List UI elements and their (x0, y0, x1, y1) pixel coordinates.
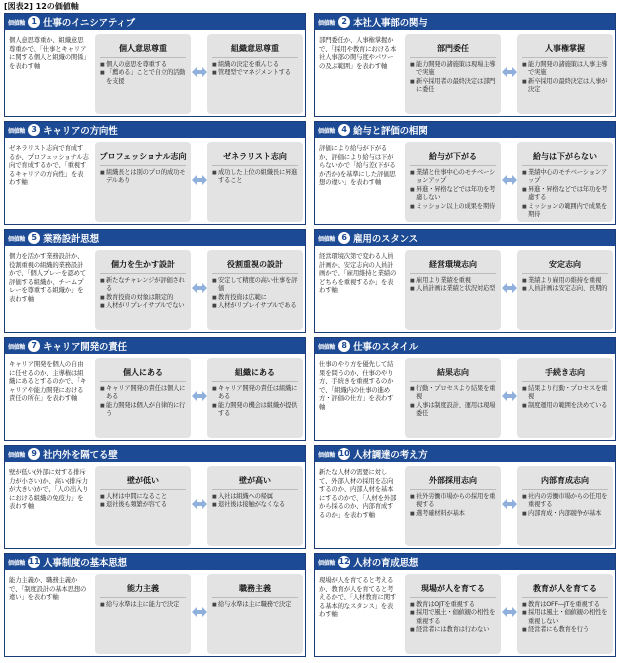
left-bullet-item: ■ 新卒採用者の最終決定は部門に委任 (410, 78, 498, 95)
panel-header (5, 230, 305, 246)
double-arrow-icon (192, 174, 207, 186)
right-value-heading: 人事権掌握 (545, 44, 585, 53)
double-arrow-icon (502, 66, 517, 78)
left-value-heading: 壁が低い (127, 476, 159, 485)
left-value-box (95, 250, 191, 330)
panel-header (315, 554, 615, 570)
right-bullet-list (212, 493, 300, 510)
value-axis-tag: 価値軸 (8, 343, 26, 351)
double-arrow-icon (502, 498, 517, 510)
right-value-heading: ゼネラリスト志向 (223, 152, 287, 161)
panel-header (5, 122, 305, 138)
divider (212, 489, 298, 490)
right-bullet-item: ■ 管理型でマネジメントする (212, 69, 300, 77)
right-bullet-item: ■ 給与水準は主に職務で決定 (212, 601, 300, 609)
panel-description: 評価により給与が下がるか、評価により給与は下がらないかで「給与差(下がるか否か)を基準にした評価思想の違い」を表わす軸 (319, 144, 396, 187)
right-value-heading: 安定志向 (549, 260, 581, 269)
divider (212, 381, 298, 382)
panel-title: キャリア開発の責任 (43, 342, 127, 353)
value-axis-tag: 価値軸 (8, 451, 26, 459)
left-bullet-item: ■ 昇進・昇格などでは年功を考慮しない (410, 186, 498, 203)
left-bullet-list (100, 601, 188, 609)
divider (410, 57, 496, 58)
panel-title: 人事制度の基本思想 (43, 558, 127, 569)
divider (100, 381, 186, 382)
left-bullet-list (100, 277, 188, 311)
double-arrow-icon (502, 282, 517, 294)
panel-number-badge: 5 (28, 232, 40, 244)
left-value-box (405, 142, 501, 222)
value-axis-panel (4, 121, 306, 225)
value-axis-panel (4, 13, 306, 117)
value-axis-panel (4, 445, 306, 549)
left-bullet-item: ■ 退社後も頻繁が容てる (100, 501, 188, 509)
value-axis-tag: 価値軸 (318, 235, 336, 243)
divider (522, 381, 608, 382)
panel-description: 壁が低い(外部に対する排斥力が小さい)か、高い(排斥力が大きい)かで、「人の出入りにおける組織の免疫力」を表わす軸 (9, 468, 89, 511)
panel-description: 能力主義か、職務主義かで、「制度設計の基本思想の違い」を表わす軸 (9, 576, 87, 602)
left-value-heading: 外部採用志向 (429, 476, 477, 485)
left-value-box (405, 574, 501, 654)
left-bullet-list (100, 169, 188, 186)
left-value-box (95, 358, 191, 438)
right-bullet-list (522, 601, 610, 635)
left-bullet-item: ■ 行動・プロセスより結果を重視 (410, 385, 498, 402)
right-bullet-item: ■ 業績中心のモチベーションアップ (522, 169, 610, 186)
panel-title: 人材調達の考え方 (353, 450, 428, 461)
panel-title: 業務設計思想 (43, 234, 99, 245)
right-bullet-item: ■ ミッションの範囲内で成果を期待 (522, 203, 610, 220)
panel-number-badge: 6 (338, 232, 350, 244)
panel-number-badge: 12 (338, 557, 350, 566)
value-axis-tag: 価値軸 (318, 343, 336, 351)
value-axis-grid (4, 13, 618, 661)
panel-number-badge: 8 (338, 340, 350, 352)
right-bullet-list (522, 277, 610, 294)
left-value-box (405, 250, 501, 330)
right-bullet-list (212, 601, 300, 609)
panel-header (315, 446, 615, 462)
left-bullet-item: ■ 能力開発は個人が自律的に行う (100, 402, 188, 419)
double-arrow-icon (192, 282, 207, 294)
left-value-heading: 部門委任 (437, 44, 469, 53)
right-bullet-item: ■ キャリア開発の責任は組織にある (212, 385, 300, 402)
value-axis-panel (314, 337, 616, 441)
right-value-box (517, 358, 613, 438)
left-bullet-item: ■ 採用で風土・価値観の相性を重視する (410, 609, 498, 626)
left-bullet-list (100, 493, 188, 510)
value-axis-tag: 価値軸 (318, 19, 336, 27)
right-value-heading: 教育が人を育てる (533, 584, 597, 593)
panel-header (5, 14, 305, 30)
right-value-box (517, 34, 613, 114)
left-bullet-list (410, 385, 498, 419)
right-value-box (207, 34, 303, 114)
double-arrow-icon (192, 390, 207, 402)
divider (212, 597, 298, 598)
right-bullet-item: ■ 新卒採用の最終決定は人事が決定 (522, 78, 610, 95)
panel-number-badge: 9 (28, 448, 40, 460)
right-bullet-list (212, 169, 300, 186)
left-bullet-item: ■ 人材は中間になること (100, 493, 188, 501)
left-value-box (95, 142, 191, 222)
divider (100, 273, 186, 274)
value-axis-tag: 価値軸 (8, 127, 26, 135)
right-bullet-item: ■ 教育投資は広範に (212, 294, 300, 302)
right-value-box (517, 250, 613, 330)
panel-description: ゼネラリスト志向で育成するか、プロフェッショナル志向で育成するかで、「重視するキャリアの方向性」を表わす軸 (9, 144, 89, 187)
panel-header (5, 446, 305, 462)
left-bullet-item: ■ 教育はOJTを重視する (410, 601, 498, 609)
panel-number-badge: 4 (338, 124, 350, 136)
right-bullet-item: ■ 能力開発の諸施策は人事主導で実施 (522, 61, 610, 78)
left-value-heading: 個人意思尊重 (119, 44, 167, 53)
right-value-box (207, 358, 303, 438)
left-value-box (95, 34, 191, 114)
divider (522, 597, 608, 598)
value-axis-panel (4, 553, 306, 657)
right-value-heading: 手続き志向 (545, 368, 585, 377)
value-axis-tag: 価値軸 (318, 127, 336, 135)
panel-header (5, 554, 305, 570)
divider (522, 57, 608, 58)
panel-header (5, 338, 305, 354)
left-bullet-list (100, 385, 188, 419)
panel-number-badge: 2 (338, 16, 350, 28)
left-bullet-item: ■ 雇用より業績を重視 (410, 277, 498, 285)
double-arrow-icon (192, 66, 207, 78)
left-bullet-item: ■ 給与水準は主に能力で決定 (100, 601, 188, 609)
left-value-box (95, 574, 191, 654)
right-bullet-item: ■ 人材がリプレイサブルである (212, 302, 300, 310)
panel-title: 仕事のスタイル (353, 342, 419, 353)
right-bullet-list (522, 169, 610, 219)
figure-title: [図表2] 12の価値軸 (4, 2, 79, 11)
right-bullet-list (212, 61, 300, 78)
right-value-box (517, 142, 613, 222)
panel-number-badge: 1 (28, 16, 40, 28)
right-bullet-item: ■ 入社は組織への帰属 (212, 493, 300, 501)
value-axis-panel (4, 229, 306, 333)
left-bullet-item: ■ 業績と仕事中心のモチベーションアップ (410, 169, 498, 186)
value-axis-tag: 価値軸 (8, 235, 26, 243)
panel-title: 仕事のイニシアティブ (43, 18, 135, 29)
left-bullet-item: ■ ミッション以上の成果を期待 (410, 203, 498, 211)
panel-description: 新たな人材の需要に対して、外部人材の採用を志向するのか、内部人材を基本にするのかで、「人材を外部から採るのか、内部育成するのか」を表わす軸 (319, 468, 397, 519)
left-value-heading: 結果志向 (437, 368, 469, 377)
value-axis-panel (4, 337, 306, 441)
value-axis-panel (314, 445, 616, 549)
right-bullet-item: ■ 昇進・昇格などでは年功を考慮する (522, 186, 610, 203)
panel-title: 本社人事部の関与 (353, 18, 428, 29)
double-arrow-icon (502, 174, 517, 186)
left-bullet-item: ■ 個人の意思を尊重する (100, 61, 188, 69)
left-bullet-list (410, 169, 498, 211)
panel-header (315, 122, 615, 138)
panel-number-badge: 11 (28, 557, 40, 566)
right-value-box (207, 574, 303, 654)
left-value-heading: 能力主義 (127, 584, 159, 593)
left-bullet-list (410, 493, 498, 518)
divider (100, 165, 186, 166)
value-axis-panel (314, 553, 616, 657)
left-value-heading: 個人にある (123, 368, 163, 377)
right-bullet-item: ■ 内部育成・内部競争が基本 (522, 510, 610, 518)
left-value-heading: 現場が人を育てる (421, 584, 485, 593)
double-arrow-icon (502, 606, 517, 618)
divider (100, 489, 186, 490)
divider (100, 597, 186, 598)
right-bullet-item: ■ 能力開発の機会は組織が提供する (212, 402, 300, 419)
right-value-heading: 職務主義 (239, 584, 271, 593)
left-value-box (405, 466, 501, 546)
panel-header (315, 338, 615, 354)
divider (410, 597, 496, 598)
value-axis-tag: 価値軸 (8, 19, 26, 27)
right-bullet-item: ■ 人員計画は安定志向、長期的 (522, 285, 610, 293)
left-value-box (405, 34, 501, 114)
left-value-heading: 給与が下がる (429, 152, 477, 161)
panel-title: 給与と評価の相関 (353, 126, 428, 137)
left-value-heading: 個力を生かす設計 (111, 260, 175, 269)
left-bullet-item: ■ 新たなチャレンジが評価される (100, 277, 188, 294)
double-arrow-icon (502, 390, 517, 402)
right-value-box (207, 466, 303, 546)
divider (522, 165, 608, 166)
right-bullet-list (522, 61, 610, 95)
right-bullet-item: ■ 成功した上位の組織長に昇進すること (212, 169, 300, 186)
divider (410, 165, 496, 166)
left-bullet-item: ■ 選考確材料が基本 (410, 510, 498, 518)
left-bullet-item: ■ 能力開発の諸施策は現場主導で実施 (410, 61, 498, 78)
left-bullet-item: ■ 組織長とは別のプロ的成功モデルあり (100, 169, 188, 186)
value-axis-panel (314, 229, 616, 333)
right-bullet-item: ■ 退社後は接触がなくなる (212, 501, 300, 509)
right-value-heading: 役割重視の設計 (227, 260, 283, 269)
left-bullet-item: ■ 社外労働市場からの採用を重視する (410, 493, 498, 510)
panel-header (315, 230, 615, 246)
left-bullet-item: ■ 人員計画は業績と状況対応型 (410, 285, 498, 293)
right-bullet-item: ■ 教育はOFF―JTを重視する (522, 601, 610, 609)
panel-description: 個力を活かす業務設計か、役割重視の組織的業務設計かで、「個人プレーを認めて評価する組織か、チームプレーを尊重する組織か」を表わす軸 (9, 252, 86, 303)
right-bullet-item: ■ 採用は風土・価値観の相性を重視しない (522, 609, 610, 626)
panel-description: 現場が人を育てると考えるか、教育が人を育てると考えるかで、「人材教育に関する基本的なスタンス」を表わす軸 (319, 576, 397, 619)
right-bullet-list (212, 277, 300, 311)
value-axis-tag: 価値軸 (318, 559, 336, 567)
right-bullet-item: ■ 業績より雇用の維持を重視 (522, 277, 610, 285)
divider (522, 489, 608, 490)
right-bullet-list (522, 385, 610, 410)
divider (522, 273, 608, 274)
left-bullet-item: ■ 人材がリプレイサブルでない (100, 302, 188, 310)
divider (410, 273, 496, 274)
right-value-heading: 組織意思尊重 (231, 44, 279, 53)
right-value-heading: 組織にある (235, 368, 275, 377)
left-value-box (405, 358, 501, 438)
panel-description: 個人意思尊重か、組織意思尊重かで、「仕事とキャリアに関する個人と組織の関係」を表わす軸 (9, 36, 87, 70)
panel-title: 雇用のスタンス (353, 234, 418, 245)
panel-description: キャリア開発を個人の自由に任せるのか、主導権は組織にあるとするのかで、「キャリアや能力開発における責任の所在」を表わす軸 (9, 360, 87, 403)
panel-number-badge: 10 (338, 449, 350, 458)
divider (410, 489, 496, 490)
left-bullet-item: ■ キャリア開発の責任は個人にある (100, 385, 188, 402)
right-bullet-item: ■ 社内の労働市場からの任用を重視する (522, 493, 610, 510)
left-value-heading: 経営環境志向 (429, 260, 477, 269)
right-value-box (517, 574, 613, 654)
divider (212, 57, 298, 58)
right-value-box (207, 142, 303, 222)
right-bullet-item: ■ 結果より行動・プロセスを重視 (522, 385, 610, 402)
left-bullet-item: ■ 教育投資の対象は限定的 (100, 294, 188, 302)
right-value-heading: 給与は下がらない (533, 152, 597, 161)
divider (410, 381, 496, 382)
panel-number-badge: 7 (28, 340, 40, 352)
right-bullet-item: ■ 組織の決定を重んじる (212, 61, 300, 69)
left-value-heading: プロフェッショナル志向 (99, 152, 187, 161)
left-bullet-item: ■ 「薦める」ことで自立的活動を支援 (100, 69, 188, 86)
value-axis-tag: 価値軸 (318, 451, 336, 459)
value-axis-panel (314, 121, 616, 225)
panel-number-badge: 3 (28, 124, 40, 136)
left-bullet-item: ■ 経営者には教育は行わない (410, 626, 498, 634)
divider (212, 273, 298, 274)
right-bullet-item: ■ 経営者にも教育を行う (522, 626, 610, 634)
right-bullet-item: ■ 安定して精度の高い仕事を評価 (212, 277, 300, 294)
panel-title: キャリアの方向性 (43, 126, 118, 137)
right-value-box (517, 466, 613, 546)
value-axis-panel (314, 13, 616, 117)
double-arrow-icon (192, 606, 207, 618)
panel-description: 仕事のやり方を優先して結果を問うのか、仕事のやり方、手続きを重視するのかで、「組織内の仕事の進め方・評価の仕方」を表わす軸 (319, 360, 394, 411)
right-value-heading: 壁が高い (239, 476, 271, 485)
double-arrow-icon (192, 498, 207, 510)
left-bullet-item: ■ 人事は制度設計、運用は現場委任 (410, 402, 498, 419)
left-bullet-list (410, 61, 498, 95)
right-bullet-item: ■ 制度運用の範囲を決めている (522, 402, 610, 410)
value-axis-tag: 価値軸 (8, 559, 26, 567)
divider (100, 57, 186, 58)
right-bullet-list (212, 385, 300, 419)
right-bullet-list (522, 493, 610, 518)
panel-title: 社内外を隔てる壁 (43, 450, 118, 461)
right-value-heading: 内部育成志向 (541, 476, 589, 485)
panel-description: 経営環境次第で変わる人員計画か、安定志向の人員計画かで、「雇用維持と業績のどちらを重視するか」を表わす軸 (319, 252, 397, 295)
panel-title: 人材の育成思想 (353, 558, 419, 569)
left-bullet-list (410, 277, 498, 294)
divider (212, 165, 298, 166)
panel-header (315, 14, 615, 30)
left-value-box (95, 466, 191, 546)
left-bullet-list (100, 61, 188, 86)
panel-description: 部門委任か、人事権掌握かで、「採用や教育における本社人事部の関与度やパワーの及ぶ範囲」を表わす軸 (319, 36, 397, 70)
right-value-box (207, 250, 303, 330)
left-bullet-list (410, 601, 498, 635)
